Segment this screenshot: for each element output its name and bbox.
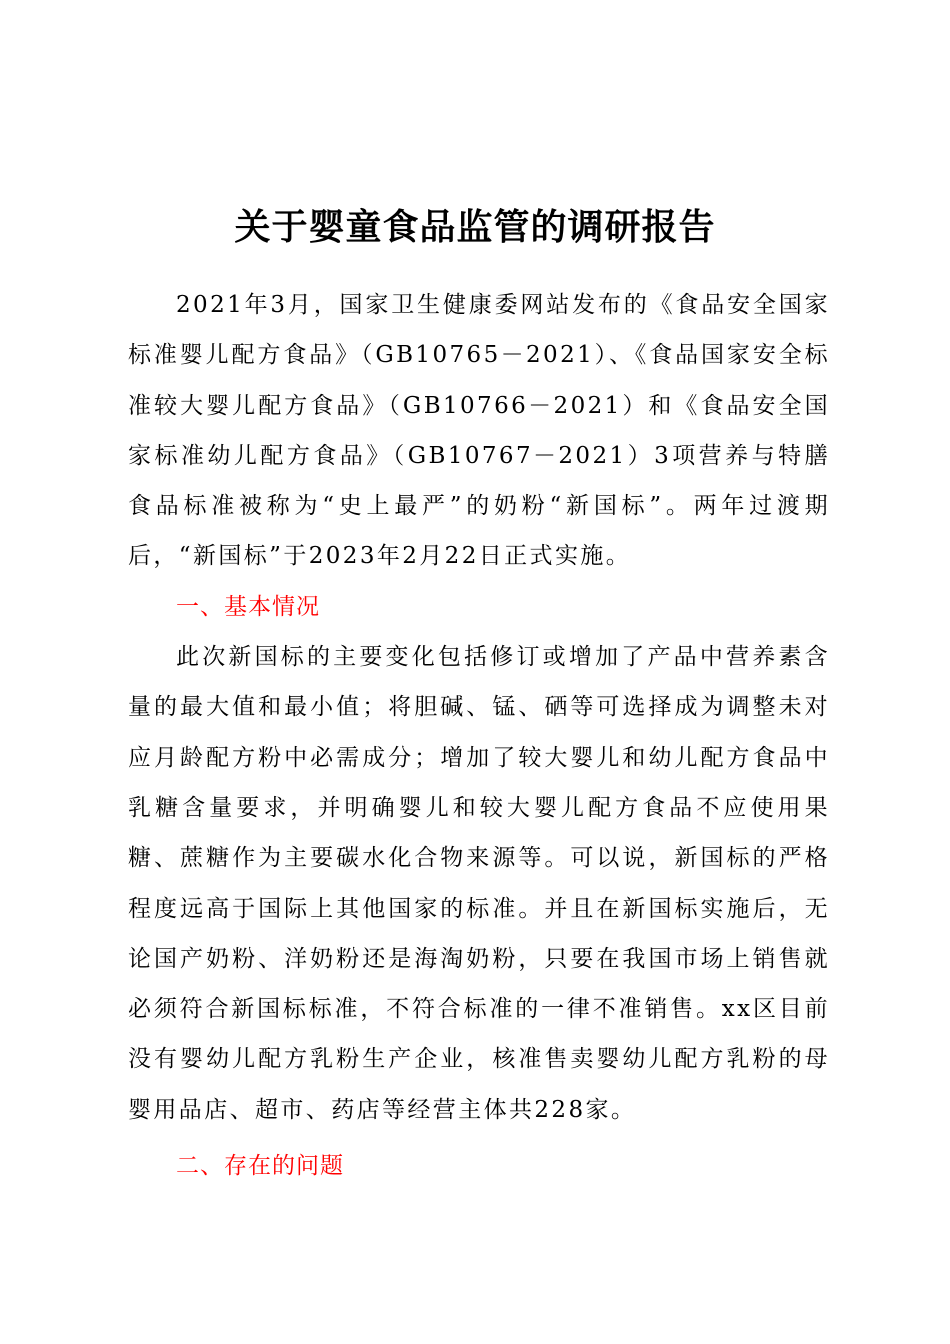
section-paragraph-basic-situation: 此次新国标的主要变化包括修订或增加了产品中营养素含量的最大值和最小值；将胆碱、锰、硒等可选择成为调整未对应月龄配方粉中必需成分；增加了较大婴儿和幼儿配方食品中乳糖含量要求，并明确婴儿和较大婴儿配方食品不应使用果糖、蔗糖作为主要碳水化合物来源等。可以说，新国标的严格程度远高于国际上其他国家的标准。并且在新国标实施后，无论国产奶粉、洋奶粉还是海淘奶粉，只要在我国市场上销售就必须符合新国标标准，不符合标准的一律不准销售。xx区目前没有婴幼儿配方乳粉生产企业，核准售卖婴幼儿配方乳粉的母婴用品店、超市、药店等经营主体共228家。 <box>128 644 830 1123</box>
section-heading-existing-problems: 二、存在的问题 <box>176 1153 344 1180</box>
section-heading-basic-situation: 一、基本情况 <box>176 593 320 620</box>
document-body <box>128 280 830 1191</box>
intro-paragraph: 2021年3月，国家卫生健康委网站发布的《食品安全国家标准婴儿配方食品》（GB10765－2021）、《食品国家安全标准较大婴儿配方食品》（GB10766－2021）和《食品安全国家标准幼儿配方食品》（GB10767－2021）3项营养与特膳食品标准被称为“史上最严”的奶粉“新国标”。两年过渡期后，“新国标”于2023年2月22日正式实施。 <box>128 292 830 570</box>
document-title: 关于婴童食品监管的调研报告 <box>234 207 716 248</box>
